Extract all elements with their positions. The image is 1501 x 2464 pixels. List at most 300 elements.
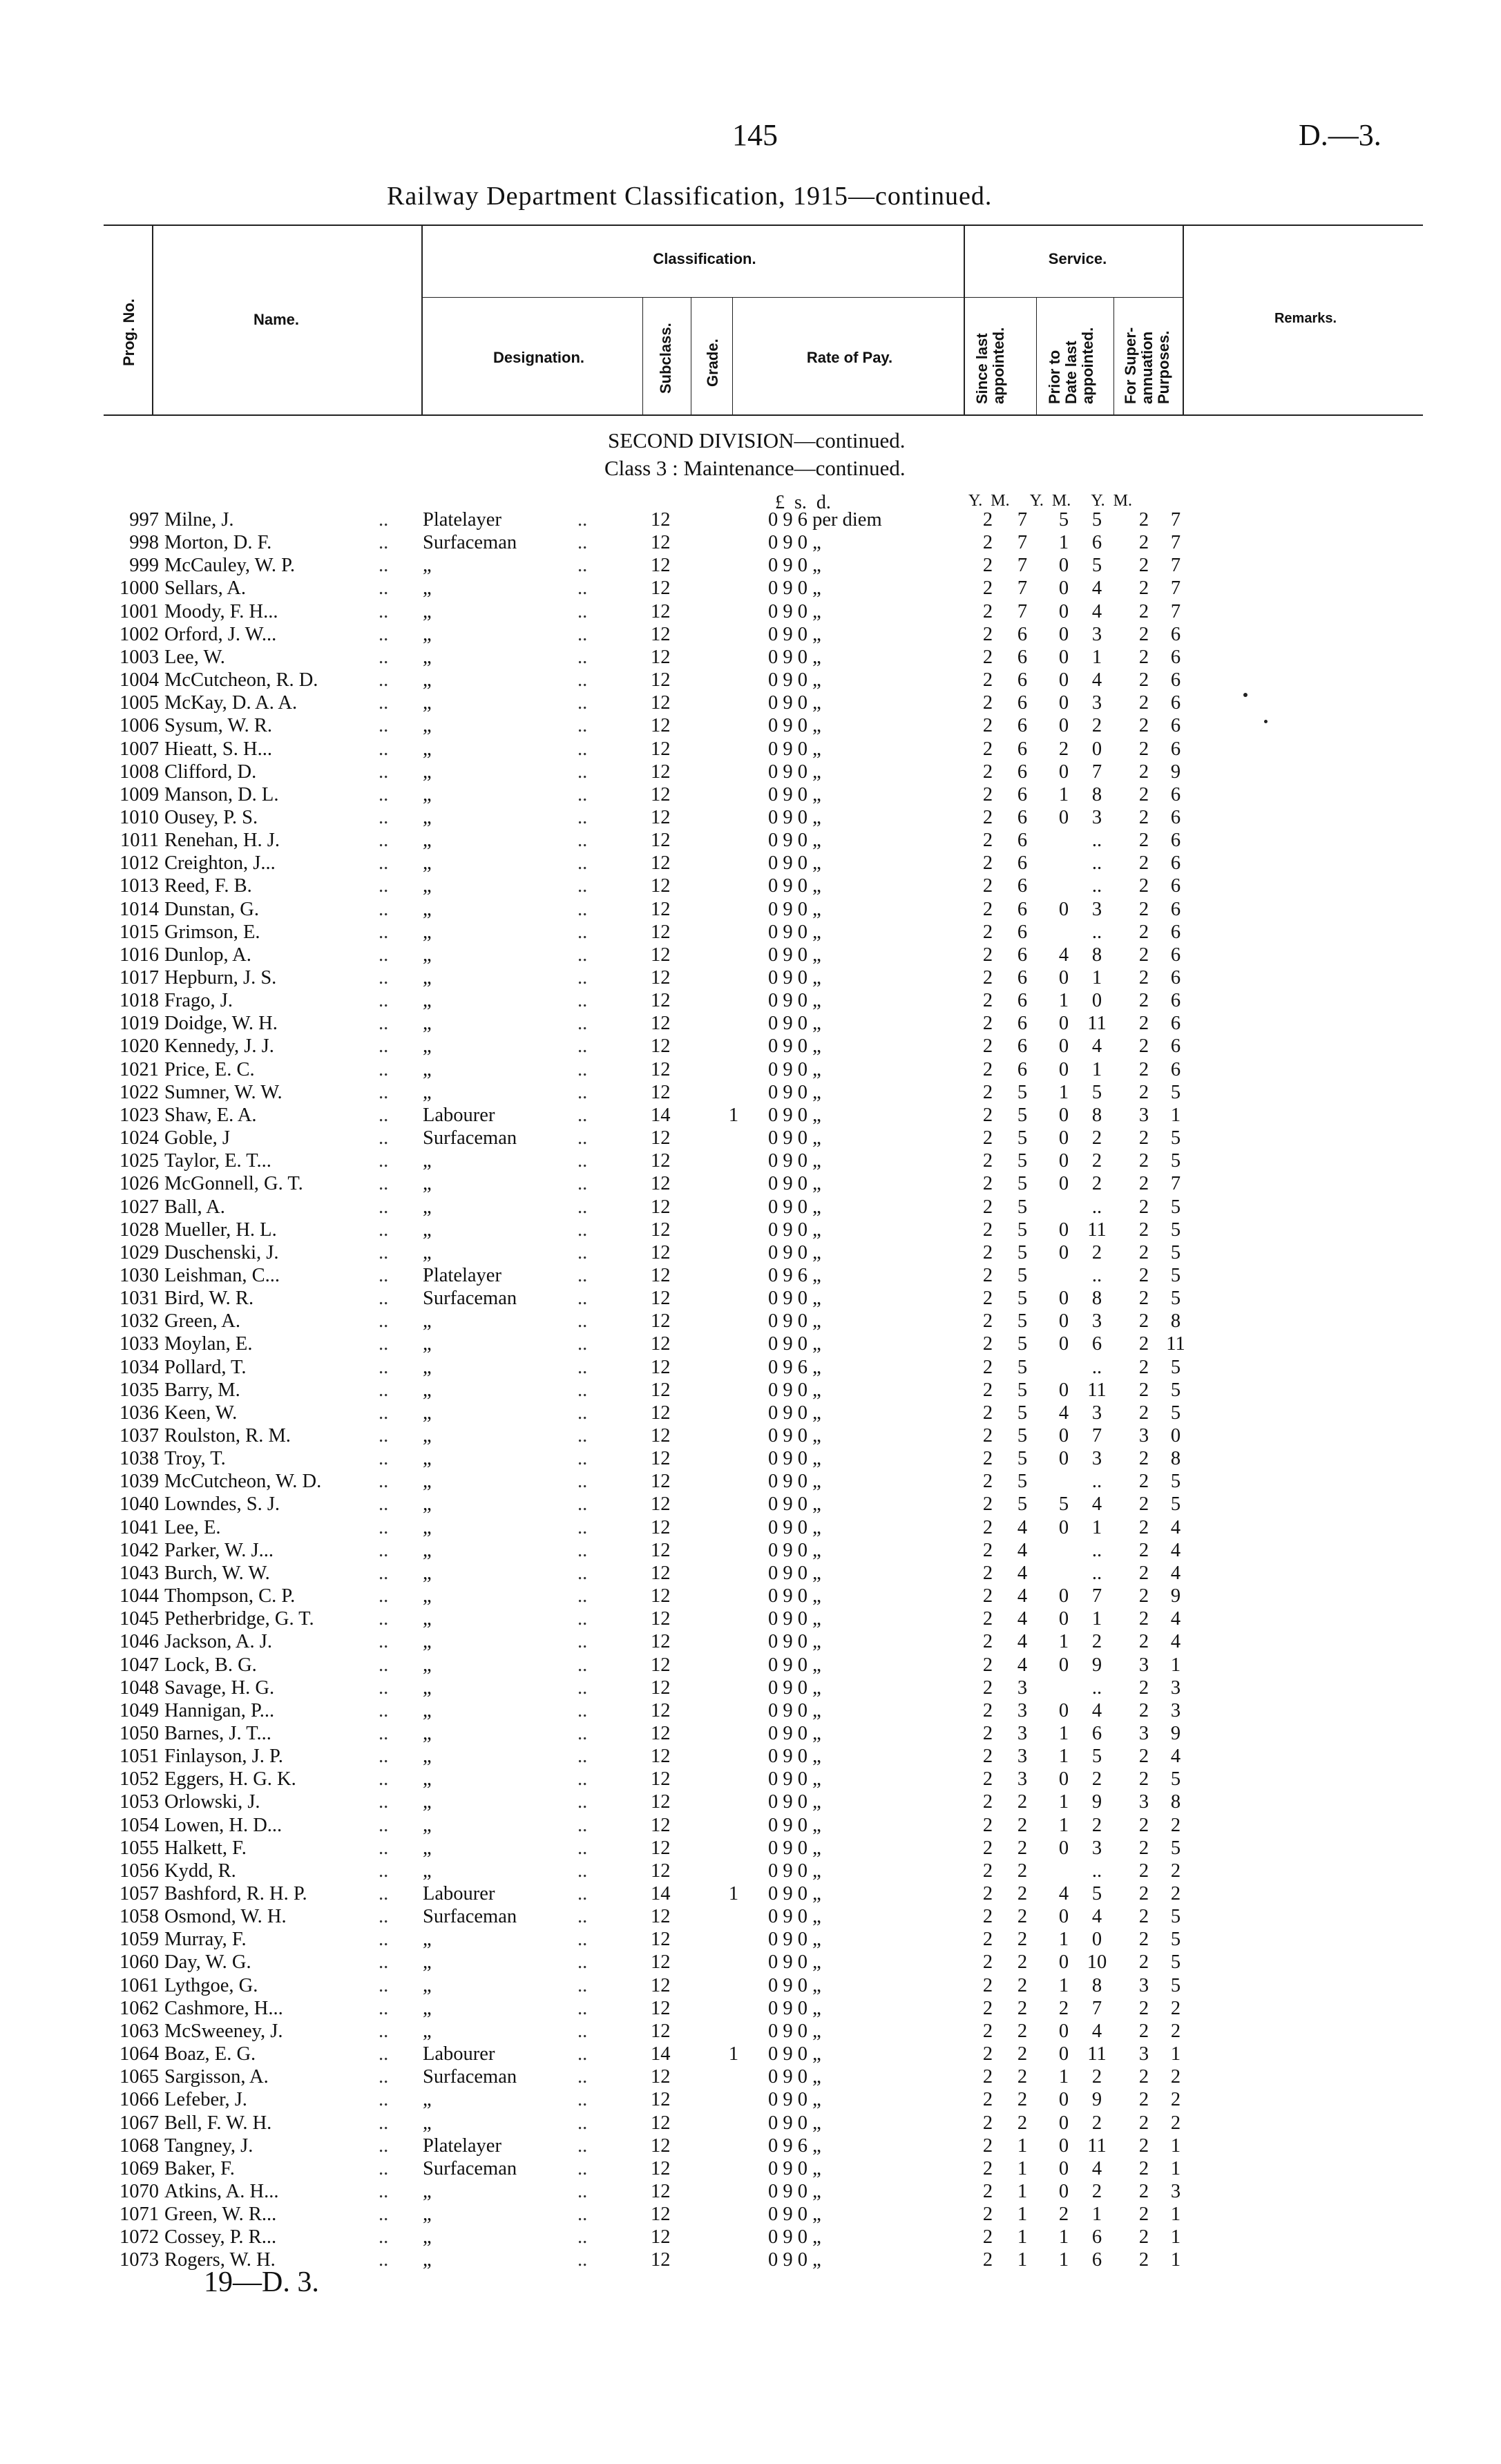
prog-no: 1003 (119, 646, 159, 668)
subclass: 12 (651, 852, 671, 875)
leader-dots: .. (379, 875, 389, 897)
leader-dots: .. (577, 967, 588, 989)
rate-of-pay: 0 9 0 „ (768, 898, 821, 920)
leader-dots: .. (577, 830, 588, 852)
since-last-years: 2 (982, 1951, 993, 1974)
rate-of-pay: 0 9 0 „ (768, 1104, 821, 1126)
employee-name: Dunstan, G. (164, 898, 259, 920)
since-last-years: 2 (982, 577, 993, 600)
rate-of-pay-header: Rate of Pay. (806, 349, 893, 366)
class-heading: Class 3 : Maintenance—continued. (604, 456, 906, 480)
table-row (0, 1219, 1501, 1241)
superannuation-years: 2 (1138, 1539, 1149, 1561)
superannuation-months: 6 (1170, 738, 1181, 760)
designation: Labourer (423, 1104, 495, 1126)
table-row (0, 1058, 1501, 1081)
subclass: 12 (651, 509, 671, 531)
superannuation-years: 2 (1138, 1150, 1149, 1172)
table-row (0, 2065, 1501, 2088)
prog-no: 997 (129, 509, 159, 531)
leader-dots: .. (577, 1425, 588, 1446)
table-row (0, 1722, 1501, 1745)
employee-name: Goble, J (164, 1127, 230, 1149)
table-row (0, 1287, 1501, 1310)
subclass: 12 (651, 967, 671, 989)
since-last-months: 4 (1017, 1585, 1028, 1607)
subclass: 12 (651, 761, 671, 783)
designation: „ (423, 2180, 432, 2202)
designation: „ (423, 1929, 432, 1951)
superannuation-years: 2 (1138, 623, 1149, 645)
leader-dots: .. (577, 1493, 588, 1516)
leader-dots: .. (379, 509, 389, 531)
subclass: 12 (651, 2157, 671, 2179)
since-last-months: 6 (1017, 1058, 1028, 1080)
subclass: 12 (651, 623, 671, 645)
superannuation-years: 2 (1138, 1516, 1149, 1538)
superannuation-months: 6 (1170, 921, 1181, 943)
since-last-years: 2 (982, 715, 993, 737)
table-row (0, 1424, 1501, 1447)
table-row (0, 1585, 1501, 1607)
since-last-months: 6 (1017, 944, 1028, 966)
leader-dots: .. (379, 1333, 389, 1355)
designation: Labourer (423, 1883, 495, 1904)
since-last-years: 2 (982, 830, 993, 852)
rate-of-pay: 0 9 0 „ (768, 600, 821, 622)
since-last-years: 2 (982, 2180, 993, 2202)
leader-dots: .. (379, 1035, 389, 1058)
superannuation-months: 6 (1170, 990, 1181, 1012)
designation: „ (423, 806, 432, 828)
table-row (0, 2088, 1501, 2111)
prior-months: 4 (1091, 2020, 1102, 2042)
prior-months: 8 (1091, 1104, 1102, 1126)
prior-years: 0 (1058, 1035, 1069, 1058)
prog-no: 1025 (119, 1150, 159, 1172)
since-last-years: 2 (982, 623, 993, 645)
employee-name: Duschenski, J. (164, 1241, 279, 1263)
subclass: 12 (651, 1746, 671, 1768)
leader-dots: .. (379, 532, 389, 554)
superannuation-years: 2 (1138, 1837, 1149, 1859)
designation: „ (423, 1241, 432, 1263)
since-last-years: 2 (982, 852, 993, 875)
superannuation-months: 4 (1170, 1608, 1181, 1630)
prior-years: 1 (1058, 2249, 1069, 2271)
superannuation-years: 2 (1138, 1448, 1149, 1470)
superannuation-years: 2 (1138, 715, 1149, 737)
since-last-months: 6 (1017, 898, 1028, 920)
employee-name: Lythgoe, G. (164, 1974, 258, 1996)
since-last-months: 6 (1017, 921, 1028, 943)
superannuation-years: 2 (1138, 944, 1149, 966)
superannuation-months: 6 (1170, 898, 1181, 920)
leader-dots: .. (577, 1310, 588, 1333)
table-row (0, 1539, 1501, 1562)
rate-of-pay: 0 9 0 „ (768, 555, 821, 577)
prog-no: 1052 (119, 1768, 159, 1790)
leader-dots: .. (379, 1585, 389, 1607)
subclass: 12 (651, 1288, 671, 1310)
prior-years: 4 (1058, 1883, 1069, 1904)
prior-months: 2 (1091, 1127, 1102, 1149)
since-last-months: 6 (1017, 646, 1028, 668)
superannuation-years: 2 (1138, 1402, 1149, 1424)
leader-dots: .. (577, 1631, 588, 1653)
since-last-years: 2 (982, 1013, 993, 1035)
employee-name: Thompson, C. P. (164, 1585, 296, 1607)
prior-months: 4 (1091, 1906, 1102, 1928)
prior-years: 0 (1058, 898, 1069, 920)
prog-no: 1063 (119, 2020, 159, 2042)
table-row (0, 1241, 1501, 1264)
designation: „ (423, 1219, 432, 1241)
since-last-months: 5 (1017, 1379, 1028, 1401)
prog-no: 1019 (119, 1013, 159, 1035)
superannuation-years: 2 (1138, 1356, 1149, 1378)
subclass: 14 (651, 1104, 671, 1126)
table-row (0, 2043, 1501, 2065)
since-last-years: 2 (982, 1746, 993, 1768)
designation: „ (423, 2112, 432, 2134)
leader-dots: .. (577, 2112, 588, 2134)
designation: „ (423, 1402, 432, 1424)
prior-months: 11 (1087, 1013, 1107, 1035)
prior-months: 11 (1087, 2043, 1107, 2065)
subclass: 12 (651, 1264, 671, 1286)
leader-dots: .. (577, 1356, 588, 1378)
prog-no: 1037 (119, 1425, 159, 1446)
rate-of-pay: 0 9 0 „ (768, 577, 821, 600)
leader-dots: .. (577, 921, 588, 943)
prog-no: 1028 (119, 1219, 159, 1241)
superannuation-months: 4 (1170, 1516, 1181, 1538)
leader-dots: .. (379, 898, 389, 920)
employee-name: Osmond, W. H. (164, 1906, 287, 1928)
superannuation-months: 2 (1170, 1883, 1181, 1904)
prior-years: 0 (1058, 1013, 1069, 1035)
prior-months: 2 (1091, 1814, 1102, 1836)
table-row (0, 921, 1501, 944)
leader-dots: .. (379, 2089, 389, 2111)
since-last-months: 5 (1017, 1333, 1028, 1355)
leader-dots: .. (577, 738, 588, 760)
employee-name: McCauley, W. P. (164, 555, 295, 577)
leader-dots: .. (577, 2089, 588, 2111)
leader-dots: .. (577, 1081, 588, 1103)
employee-name: Parker, W. J... (164, 1539, 274, 1561)
since-last-months: 2 (1017, 2089, 1028, 2111)
since-last-months: 5 (1017, 1310, 1028, 1333)
prior-months: 3 (1091, 1837, 1102, 1859)
leader-dots: .. (577, 1837, 588, 1859)
since-last-months: 5 (1017, 1288, 1028, 1310)
leader-dots: .. (379, 1356, 389, 1378)
since-last-years: 2 (982, 1448, 993, 1470)
prior-years: 0 (1058, 1150, 1069, 1172)
designation: „ (423, 1013, 432, 1035)
service-units-label: Y. M. Y. M. Y. M. (968, 492, 1132, 510)
prior-to-header: Prior to Date last appointed. (1046, 327, 1096, 404)
prog-no: 1018 (119, 990, 159, 1012)
superannuation-years: 2 (1138, 1333, 1149, 1355)
table-row (0, 1951, 1501, 1974)
rate-of-pay: 0 9 0 „ (768, 1173, 821, 1195)
leader-dots: .. (577, 1997, 588, 2019)
since-last-months: 2 (1017, 1814, 1028, 1836)
since-last-years: 2 (982, 1722, 993, 1744)
prior-months: 5 (1091, 1746, 1102, 1768)
since-last-months: 3 (1017, 1746, 1028, 1768)
prog-no-header: Prog. No. (120, 298, 137, 366)
prior-years: 0 (1058, 806, 1069, 828)
designation: „ (423, 1562, 432, 1584)
superannuation-months: 2 (1170, 2089, 1181, 2111)
superannuation-months: 1 (1170, 2134, 1181, 2157)
superannuation-years: 2 (1138, 2180, 1149, 2202)
leader-dots: .. (577, 2180, 588, 2202)
since-last-years: 2 (982, 1768, 993, 1790)
employee-name: Kydd, R. (164, 1860, 236, 1882)
prior-months: .. (1091, 1264, 1102, 1286)
table-row (0, 1997, 1501, 2020)
prior-months: .. (1091, 875, 1102, 897)
page-title: Railway Department Classification, 1915—continued. (387, 182, 993, 211)
since-last-header: Since last appointed. (973, 327, 1007, 404)
subclass: 12 (651, 1310, 671, 1333)
employee-name: Cossey, P. R... (164, 2226, 277, 2248)
table-row (0, 691, 1501, 714)
table-row (0, 1630, 1501, 1653)
leader-dots: .. (379, 1196, 389, 1218)
subclass: 12 (651, 1654, 671, 1676)
employee-name: Sellars, A. (164, 577, 246, 600)
since-last-years: 2 (982, 1035, 993, 1058)
superannuation-years: 2 (1138, 577, 1149, 600)
leader-dots: .. (577, 2066, 588, 2088)
leader-dots: .. (577, 1288, 588, 1310)
prog-no: 1054 (119, 1814, 159, 1836)
subclass: 12 (651, 1241, 671, 1263)
superannuation-years: 2 (1138, 2134, 1149, 2157)
employee-name: Lowen, H. D... (164, 1814, 283, 1836)
superannuation-months: 9 (1170, 1722, 1181, 1744)
prior-years: 0 (1058, 1127, 1069, 1149)
table-row (0, 1012, 1501, 1035)
since-last-years: 2 (982, 1310, 993, 1333)
prior-years: 0 (1058, 646, 1069, 668)
leader-dots: .. (577, 875, 588, 897)
superannuation-months: 6 (1170, 783, 1181, 805)
prior-months: 3 (1091, 1310, 1102, 1333)
leader-dots: .. (379, 1471, 389, 1493)
since-last-months: 7 (1017, 600, 1028, 622)
rate-of-pay: 0 9 0 „ (768, 1814, 821, 1836)
leader-dots: .. (577, 1929, 588, 1951)
rate-of-pay: 0 9 0 „ (768, 875, 821, 897)
prior-months: .. (1091, 921, 1102, 943)
since-last-months: 6 (1017, 830, 1028, 852)
leader-dots: .. (379, 2226, 389, 2248)
prior-months: 2 (1091, 1241, 1102, 1263)
leader-dots: .. (577, 1035, 588, 1058)
leader-dots: .. (577, 1539, 588, 1561)
employee-name: Tangney, J. (164, 2134, 254, 2157)
leader-dots: .. (379, 967, 389, 989)
designation: Surfaceman (423, 1288, 517, 1310)
superannuation-months: 5 (1170, 1127, 1181, 1149)
table-row (0, 1905, 1501, 1928)
prog-no: 1056 (119, 1860, 159, 1882)
leader-dots: .. (577, 1562, 588, 1584)
prog-no: 1001 (119, 600, 159, 622)
superannuation-months: 7 (1170, 1173, 1181, 1195)
prog-no: 1066 (119, 2089, 159, 2111)
prog-no: 999 (129, 555, 159, 577)
rate-of-pay: 0 9 0 „ (768, 1562, 821, 1584)
leader-dots: .. (379, 1539, 389, 1561)
employee-name: McCutcheon, W. D. (164, 1471, 322, 1493)
prior-years: 0 (1058, 761, 1069, 783)
subclass: 12 (651, 1562, 671, 1584)
since-last-years: 2 (982, 1058, 993, 1080)
since-last-years: 2 (982, 1219, 993, 1241)
table-row (0, 2157, 1501, 2180)
subclass: 12 (651, 715, 671, 737)
since-last-years: 2 (982, 806, 993, 828)
superannuation-years: 2 (1138, 830, 1149, 852)
prog-no: 1042 (119, 1539, 159, 1561)
superannuation-years: 3 (1138, 1654, 1149, 1676)
leader-dots: .. (379, 1837, 389, 1859)
since-last-months: 5 (1017, 1241, 1028, 1263)
prior-months: 8 (1091, 783, 1102, 805)
leader-dots: .. (379, 1768, 389, 1790)
table-row (0, 531, 1501, 554)
superannuation-months: 5 (1170, 1081, 1181, 1103)
prog-no: 1060 (119, 1951, 159, 1974)
leader-dots: .. (577, 2134, 588, 2157)
grade: 1 (728, 1883, 739, 1904)
since-last-months: 2 (1017, 2043, 1028, 2065)
prior-months: 2 (1091, 1768, 1102, 1790)
prog-no: 1013 (119, 875, 159, 897)
designation: „ (423, 646, 432, 668)
prior-years: 0 (1058, 1699, 1069, 1721)
superannuation-months: 6 (1170, 806, 1181, 828)
since-last-months: 7 (1017, 555, 1028, 577)
subclass: 12 (651, 1837, 671, 1859)
table-row (0, 1607, 1501, 1630)
since-last-months: 6 (1017, 738, 1028, 760)
rate-of-pay: 0 9 0 „ (768, 1035, 821, 1058)
leader-dots: .. (379, 1379, 389, 1401)
prior-months: .. (1091, 852, 1102, 875)
since-last-years: 2 (982, 1837, 993, 1859)
rate-of-pay: 0 9 0 „ (768, 2066, 821, 2088)
superannuation-months: 5 (1170, 1219, 1181, 1241)
leader-dots: .. (577, 646, 588, 668)
leader-dots: .. (577, 944, 588, 966)
leader-dots: .. (577, 1264, 588, 1286)
since-last-years: 2 (982, 509, 993, 531)
prior-months: 7 (1091, 1425, 1102, 1446)
prog-no: 1064 (119, 2043, 159, 2065)
prior-years: 0 (1058, 1906, 1069, 1928)
designation: „ (423, 2204, 432, 2226)
prog-no: 1039 (119, 1471, 159, 1493)
superannuation-years: 2 (1138, 1035, 1149, 1058)
prior-months: 4 (1091, 600, 1102, 622)
prog-no: 1010 (119, 806, 159, 828)
superannuation-months: 2 (1170, 1860, 1181, 1882)
since-last-months: 1 (1017, 2157, 1028, 2179)
leader-dots: .. (379, 2180, 389, 2202)
leader-dots: .. (379, 1654, 389, 1676)
designation: „ (423, 1448, 432, 1470)
employee-name: Halkett, F. (164, 1837, 247, 1859)
prior-months: 3 (1091, 806, 1102, 828)
subclass: 12 (651, 1699, 671, 1721)
prior-months: 7 (1091, 1585, 1102, 1607)
leader-dots: .. (379, 2043, 389, 2065)
superannuation-years: 3 (1138, 1791, 1149, 1813)
subclass: 12 (651, 1173, 671, 1195)
rate-of-pay: 0 9 0 „ (768, 1333, 821, 1355)
table-row (0, 1310, 1501, 1333)
prior-months: .. (1091, 1539, 1102, 1561)
superannuation-months: 7 (1170, 509, 1181, 531)
designation: „ (423, 1310, 432, 1333)
remarks-header: Remarks. (1274, 311, 1337, 326)
since-last-months: 1 (1017, 2180, 1028, 2202)
superannuation-months: 1 (1170, 1654, 1181, 1676)
prog-no: 1057 (119, 1883, 159, 1904)
subclass: 12 (651, 1539, 671, 1561)
designation: „ (423, 1997, 432, 2019)
employee-name: Leishman, C... (164, 1264, 280, 1286)
prior-years: 0 (1058, 1837, 1069, 1859)
prog-no: 1008 (119, 761, 159, 783)
superannuation-months: 9 (1170, 761, 1181, 783)
since-last-years: 2 (982, 1974, 993, 1996)
rate-of-pay: 0 9 0 „ (768, 921, 821, 943)
prior-months: 2 (1091, 2180, 1102, 2202)
since-last-months: 5 (1017, 1150, 1028, 1172)
since-last-months: 5 (1017, 1448, 1028, 1470)
leader-dots: .. (379, 1081, 389, 1103)
employee-name: Rogers, W. H. (164, 2249, 276, 2271)
leader-dots: .. (577, 1974, 588, 1996)
prior-months: 2 (1091, 2112, 1102, 2134)
grade: 1 (728, 2043, 739, 2065)
prior-months: 0 (1091, 990, 1102, 1012)
prior-years: 5 (1058, 1493, 1069, 1516)
leader-dots: .. (379, 830, 389, 852)
leader-dots: .. (379, 1448, 389, 1470)
superannuation-months: 1 (1170, 2043, 1181, 2065)
subclass: 12 (651, 2020, 671, 2042)
since-last-years: 2 (982, 532, 993, 554)
since-last-months: 5 (1017, 1081, 1028, 1103)
leader-dots: .. (379, 555, 389, 577)
designation: „ (423, 1516, 432, 1538)
table-row (0, 966, 1501, 989)
prog-no: 1038 (119, 1448, 159, 1470)
since-last-months: 2 (1017, 1974, 1028, 1996)
superannuation-years: 2 (1138, 555, 1149, 577)
